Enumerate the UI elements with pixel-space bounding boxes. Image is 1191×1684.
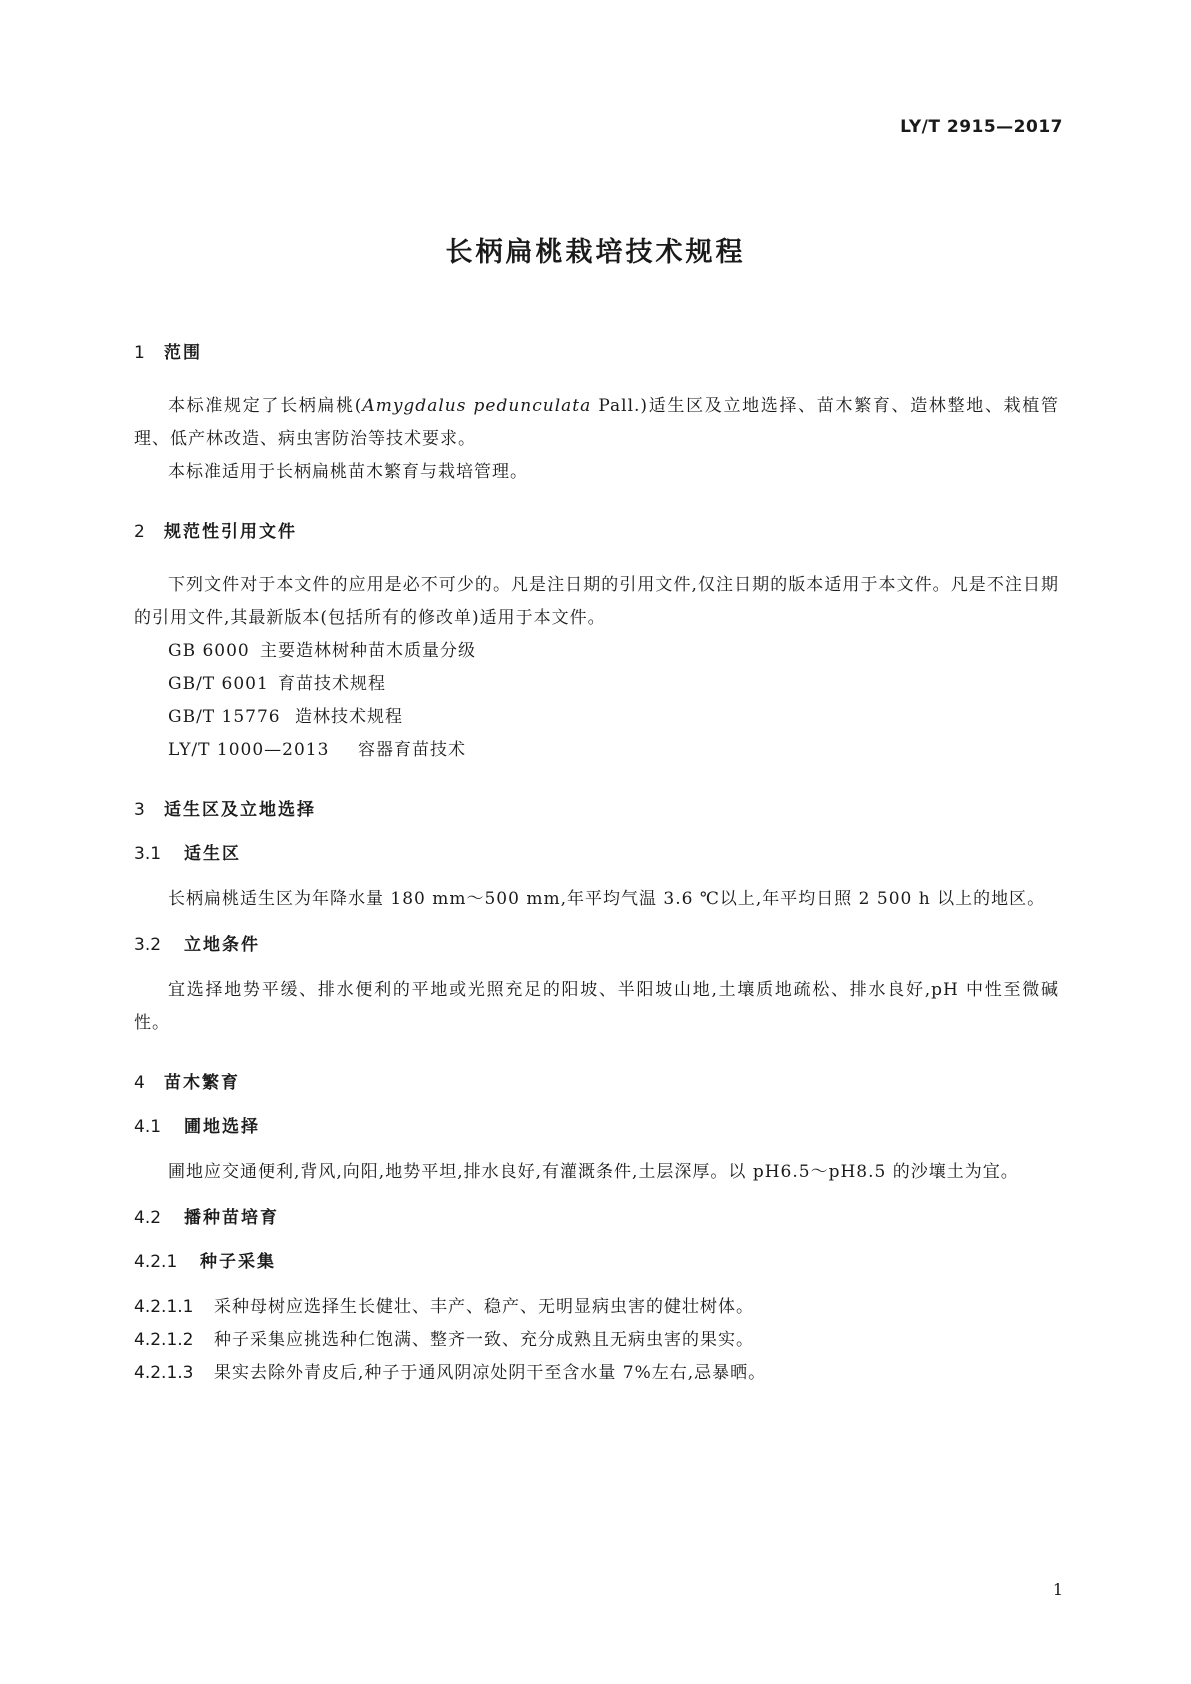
- subsection-heading-4-2-1: [134, 1247, 1059, 1277]
- clause-text: 果实去除外青皮后,种子于通风阴凉处阴干至含水量 7%左右,忌暴晒。: [214, 1363, 767, 1383]
- section-number: 2: [134, 522, 145, 542]
- clause-text: 种子采集应挑选种仁饱满、整齐一致、充分成熟且无病虫害的果实。: [214, 1330, 754, 1350]
- scope-text-prefix: 本标准规定了长柄扁桃(: [168, 396, 363, 416]
- reference-code: GB/T 6001: [168, 674, 269, 694]
- section-heading-4: [134, 1068, 1059, 1098]
- section-number: 4: [134, 1073, 145, 1093]
- references-intro: 下列文件对于本文件的应用是必不可少的。凡是注日期的引用文件,仅注日期的版本适用于本文件。凡是不注日期的引用文件,其最新版本(包括所有的修改单)适用于本文件。: [134, 575, 1059, 628]
- section-title: 适生区及立地选择: [164, 800, 316, 820]
- scope-text-suffix: Pall.)适生区及立地选择、苗木繁育、造林整地、栽植管理、低产林改造、病虫害防治等技术要求。: [134, 396, 1059, 449]
- section-title: 苗木繁育: [164, 1073, 240, 1093]
- section-number: 3.1: [134, 844, 162, 864]
- section-heading-3: [134, 795, 1059, 825]
- subsection-heading-3-2: [134, 930, 1059, 960]
- section-heading-1: [134, 338, 1059, 368]
- document-body: [134, 338, 1059, 1390]
- page-title: 长柄扁桃栽培技术规程: [445, 237, 746, 268]
- reference-code: GB 6000: [168, 641, 250, 661]
- clause-item: [134, 1324, 1059, 1357]
- section-title: 圃地选择: [184, 1117, 260, 1137]
- nursery-site-paragraph: 圃地应交通便利,背风,向阳,地势平坦,排水良好,有灌溉条件,土层深厚。以 pH6.5～pH8.5 的沙壤土为宜。: [168, 1162, 1019, 1182]
- scope-paragraph: [134, 390, 1059, 456]
- clause-text: 采种母树应选择生长健壮、丰产、稳产、无明显病虫害的健壮树体。: [214, 1297, 754, 1317]
- reference-name: 容器育苗技术: [358, 740, 466, 760]
- reference-item: [134, 635, 1059, 668]
- reference-item: [134, 734, 1059, 767]
- reference-code: LY/T 1000—2013: [168, 740, 330, 760]
- standard-code: LY/T 2915—2017: [900, 117, 1063, 137]
- section-title: 播种苗培育: [184, 1208, 279, 1228]
- site-conditions-paragraph: 宜选择地势平缓、排水便利的平地或光照充足的阳坡、半阳坡山地,土壤质地疏松、排水良好,pH 中性至微碱性。: [134, 980, 1059, 1033]
- section-number: 4.2.1: [134, 1252, 178, 1272]
- reference-item: [134, 668, 1059, 701]
- clause-item: [134, 1357, 1059, 1390]
- reference-name: 育苗技术规程: [278, 674, 386, 694]
- reference-name: 主要造林树种苗木质量分级: [260, 641, 476, 661]
- section-number: 3.2: [134, 935, 162, 955]
- section-number: 3: [134, 800, 145, 820]
- reference-code: GB/T 15776: [168, 707, 281, 727]
- page-number: 1: [1052, 1580, 1063, 1599]
- section-number: 1: [134, 343, 145, 363]
- section-title: 适生区: [184, 844, 241, 864]
- clause-item: [134, 1291, 1059, 1324]
- reference-name: 造林技术规程: [295, 707, 403, 727]
- reference-item: [134, 701, 1059, 734]
- section-number: 4.1: [134, 1117, 162, 1137]
- section-number: 4.2: [134, 1208, 162, 1228]
- clause-number: 4.2.1.2: [134, 1330, 194, 1350]
- suitable-zone-paragraph: 长柄扁桃适生区为年降水量 180 mm～500 mm,年平均气温 3.6 ℃以上,年平均日照 2 500 h 以上的地区。: [168, 889, 1046, 909]
- section-title: 规范性引用文件: [164, 522, 297, 542]
- section-title: 立地条件: [184, 935, 260, 955]
- clause-number: 4.2.1.1: [134, 1297, 194, 1317]
- section-title: 范围: [164, 343, 202, 363]
- subsection-heading-4-2: [134, 1203, 1059, 1233]
- section-heading-2: [134, 517, 1059, 547]
- clause-number: 4.2.1.3: [134, 1363, 194, 1383]
- applicability-paragraph: 本标准适用于长柄扁桃苗木繁育与栽培管理。: [168, 462, 528, 482]
- subsection-heading-4-1: [134, 1112, 1059, 1142]
- section-title: 种子采集: [200, 1252, 276, 1272]
- latin-name: Amygdalus pedunculata: [362, 396, 592, 416]
- subsection-heading-3-1: [134, 839, 1059, 869]
